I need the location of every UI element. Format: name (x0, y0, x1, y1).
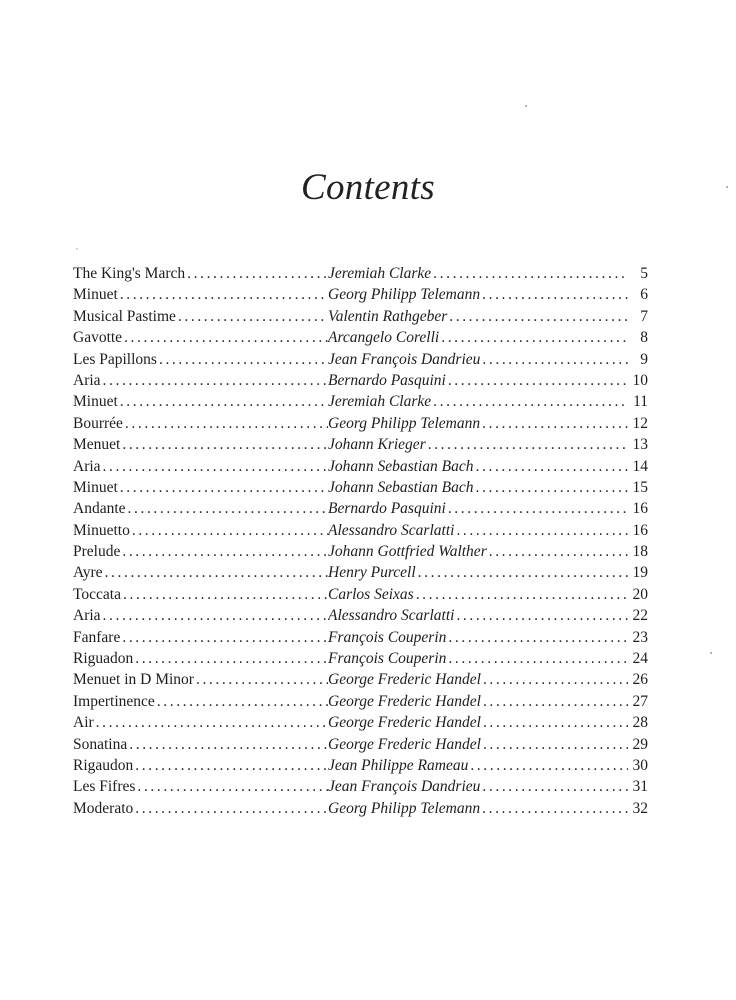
entry-composer-cell (328, 541, 628, 562)
entry-composer: George Frederic Handel (328, 691, 483, 712)
entry-composer: Alessandro Scarlatti (328, 520, 456, 541)
entry-composer-cell (328, 349, 628, 370)
entry-title-cell (73, 669, 328, 690)
entry-title: Minuetto (73, 520, 132, 541)
entry-title-cell (73, 520, 328, 541)
entry-page-number: 11 (633, 393, 648, 411)
dot-leader (428, 434, 628, 455)
entry-title-cell (73, 391, 328, 412)
dot-leader (433, 263, 628, 284)
entry-page-number: 28 (632, 714, 648, 732)
entry-composer-cell (328, 306, 628, 327)
entry-composer: Valentin Rathgeber (328, 306, 449, 327)
entry-composer-cell (328, 327, 628, 348)
entry-title: Andante (73, 498, 128, 519)
dot-leader (137, 776, 328, 797)
entry-title: Riguadon (73, 648, 135, 669)
entry-composer: George Frederic Handel (328, 712, 483, 733)
toc-entry[interactable] (73, 477, 648, 498)
entry-title-cell (73, 327, 328, 348)
entry-composer-cell (328, 498, 628, 519)
dot-leader (123, 584, 328, 605)
entry-title: Minuet (73, 477, 120, 498)
entry-composer: Johann Sebastian Bach (328, 456, 476, 477)
scan-speck (525, 105, 527, 107)
toc-entry[interactable] (73, 391, 648, 412)
entry-title-cell (73, 456, 328, 477)
entry-page-number: 16 (632, 521, 648, 539)
dot-leader (103, 456, 328, 477)
dot-leader (157, 691, 328, 712)
entry-page-number: 10 (632, 371, 648, 389)
entry-title: Prelude (73, 541, 122, 562)
entry-title-cell (73, 584, 328, 605)
dot-leader (178, 306, 328, 327)
dot-leader (135, 648, 328, 669)
entry-title-cell (73, 627, 328, 648)
entry-title: Musical Pastime (73, 306, 178, 327)
scan-speck (710, 652, 712, 654)
entry-title-cell (73, 734, 328, 755)
entry-page-number: 24 (632, 650, 648, 668)
dot-leader (135, 798, 328, 819)
dot-leader (129, 734, 328, 755)
toc-entry[interactable] (73, 798, 648, 819)
entry-composer: Georg Philipp Telemann (328, 284, 482, 305)
entry-composer: Bernardo Pasquini (328, 370, 448, 391)
dot-leader (187, 263, 328, 284)
entry-composer-cell (328, 627, 628, 648)
entry-page-number: 5 (640, 265, 648, 282)
entry-composer-cell (328, 413, 628, 434)
entry-composer: François Couperin (328, 648, 448, 669)
scan-speck (76, 248, 78, 250)
toc-entry[interactable] (73, 584, 648, 605)
entry-title-cell (73, 306, 328, 327)
dot-leader (482, 776, 628, 797)
entry-composer-cell (328, 712, 628, 733)
entry-composer-cell (328, 477, 628, 498)
toc-entry[interactable] (73, 541, 648, 562)
toc-entry[interactable] (73, 562, 648, 583)
dot-leader (122, 434, 328, 455)
scan-speck (726, 186, 728, 188)
toc-entry[interactable] (73, 456, 648, 477)
dot-leader (448, 498, 628, 519)
entry-page-number: 20 (632, 585, 648, 603)
entry-title: Rigaudon (73, 755, 135, 776)
entry-composer-cell (328, 798, 628, 819)
entry-composer: Georg Philipp Telemann (328, 798, 482, 819)
dot-leader (482, 798, 628, 819)
entry-title: Toccata (73, 584, 123, 605)
entry-composer-cell (328, 691, 628, 712)
toc-entry[interactable] (73, 669, 648, 690)
dot-leader (448, 370, 628, 391)
entry-page-number: 19 (632, 564, 648, 582)
entry-title-cell (73, 562, 328, 583)
table-of-contents (73, 263, 648, 819)
entry-page-number: 9 (640, 350, 648, 368)
entry-composer-cell (328, 263, 628, 284)
entry-title: Sonatina (73, 734, 129, 755)
entry-title: Les Papillons (73, 349, 159, 370)
entry-page-number: 13 (632, 436, 648, 454)
entry-page-number: 31 (632, 778, 648, 796)
dot-leader (456, 605, 628, 626)
entry-title: Aria (73, 456, 103, 477)
entry-title: Aria (73, 370, 103, 391)
entry-composer: Alessandro Scarlatti (328, 605, 456, 626)
dot-leader (476, 456, 628, 477)
entry-composer: François Couperin (328, 627, 448, 648)
dot-leader (449, 306, 628, 327)
dot-leader (456, 520, 628, 541)
dot-leader (483, 734, 628, 755)
dot-leader (482, 413, 628, 434)
toc-entry[interactable] (73, 605, 648, 626)
entry-title-cell (73, 691, 328, 712)
entry-composer: Jeremiah Clarke (328, 263, 433, 284)
entry-page-number: 29 (632, 735, 648, 753)
entry-title: Minuet (73, 391, 120, 412)
page-title: Contents (301, 167, 435, 208)
toc-entry[interactable] (73, 712, 648, 733)
toc-entry[interactable] (73, 755, 648, 776)
entry-title-cell (73, 541, 328, 562)
entry-composer-cell (328, 648, 628, 669)
entry-page-number: 12 (632, 414, 648, 432)
entry-title-cell (73, 498, 328, 519)
entry-title-cell (73, 413, 328, 434)
entry-composer-cell (328, 755, 628, 776)
entry-composer: Carlos Seixas (328, 584, 416, 605)
dot-leader (470, 755, 628, 776)
toc-entry[interactable] (73, 434, 648, 455)
entry-page-number: 27 (632, 692, 648, 710)
entry-title: Les Fifres (73, 776, 137, 797)
entry-page-number: 32 (632, 799, 648, 817)
toc-entry[interactable] (73, 263, 648, 284)
dot-leader (103, 370, 328, 391)
entry-composer-cell (328, 456, 628, 477)
entry-page-number: 18 (632, 543, 648, 561)
entry-composer-cell (328, 776, 628, 797)
dot-leader (433, 391, 628, 412)
entry-composer: Johann Sebastian Bach (328, 477, 476, 498)
toc-entry[interactable] (73, 370, 648, 391)
entry-title-cell (73, 798, 328, 819)
entry-composer: Johann Gottfried Walther (328, 541, 489, 562)
dot-leader (96, 712, 328, 733)
toc-entry[interactable] (73, 776, 648, 797)
dot-leader (483, 712, 628, 733)
entry-composer: Jean François Dandrieu (328, 349, 482, 370)
entry-page-number: 14 (632, 457, 648, 475)
dot-leader (196, 669, 328, 690)
entry-composer: George Frederic Handel (328, 669, 483, 690)
entry-composer-cell (328, 370, 628, 391)
entry-title: Menuet in D Minor (73, 669, 196, 690)
dot-leader (122, 627, 328, 648)
entry-composer: Arcangelo Corelli (328, 327, 441, 348)
entry-composer: Georg Philipp Telemann (328, 413, 482, 434)
entry-composer-cell (328, 434, 628, 455)
entry-page-number: 6 (640, 286, 648, 304)
entry-composer-cell (328, 391, 628, 412)
entry-title: Ayre (73, 562, 105, 583)
entry-composer-cell (328, 669, 628, 690)
entry-composer-cell (328, 562, 628, 583)
dot-leader (124, 327, 328, 348)
dot-leader (483, 691, 628, 712)
toc-entry[interactable] (73, 306, 648, 327)
entry-title: The King's March (73, 263, 187, 284)
entry-title: Fanfare (73, 627, 122, 648)
entry-page-number: 7 (640, 307, 648, 325)
dot-leader (132, 520, 328, 541)
dot-leader (489, 541, 628, 562)
dot-leader (128, 498, 328, 519)
dot-leader (120, 477, 328, 498)
toc-entry[interactable] (73, 284, 648, 305)
dot-leader (418, 562, 628, 583)
entry-title-cell (73, 263, 328, 284)
toc-entry[interactable] (73, 349, 648, 370)
entry-composer-cell (328, 734, 628, 755)
dot-leader (125, 413, 328, 434)
toc-entry[interactable] (73, 734, 648, 755)
dot-leader (448, 627, 628, 648)
entry-composer: Bernardo Pasquini (328, 498, 448, 519)
entry-page-number: 26 (632, 671, 648, 689)
entry-title-cell (73, 434, 328, 455)
entry-title: Impertinence (73, 691, 157, 712)
entry-title-cell (73, 284, 328, 305)
toc-entry[interactable] (73, 327, 648, 348)
entry-title: Aria (73, 605, 103, 626)
toc-entry[interactable] (73, 648, 648, 669)
dot-leader (105, 562, 328, 583)
entry-composer-cell (328, 584, 628, 605)
entry-composer: George Frederic Handel (328, 734, 483, 755)
dot-leader (120, 391, 328, 412)
dot-leader (135, 755, 328, 776)
toc-entry[interactable] (73, 520, 648, 541)
entry-page-number: 22 (632, 607, 648, 625)
entry-title-cell (73, 712, 328, 733)
dot-leader (441, 327, 628, 348)
entry-page-number: 15 (632, 478, 648, 496)
dot-leader (476, 477, 628, 498)
dot-leader (416, 584, 628, 605)
entry-title-cell (73, 370, 328, 391)
dot-leader (103, 605, 328, 626)
dot-leader (448, 648, 628, 669)
toc-entry[interactable] (73, 691, 648, 712)
entry-title-cell (73, 349, 328, 370)
entry-composer: Johann Krieger (328, 434, 428, 455)
toc-entry[interactable] (73, 627, 648, 648)
entry-title: Menuet (73, 434, 122, 455)
entry-title: Moderato (73, 798, 135, 819)
entry-title-cell (73, 605, 328, 626)
entry-composer: Henry Purcell (328, 562, 418, 583)
toc-entry[interactable] (73, 498, 648, 519)
dot-leader (122, 541, 328, 562)
entry-title: Air (73, 712, 96, 733)
entry-page-number: 23 (632, 628, 648, 646)
entry-title-cell (73, 648, 328, 669)
entry-composer: Jean Philippe Rameau (328, 755, 470, 776)
entry-composer: Jean François Dandrieu (328, 776, 482, 797)
entry-title: Minuet (73, 284, 120, 305)
dot-leader (159, 349, 328, 370)
entry-title-cell (73, 776, 328, 797)
dot-leader (120, 284, 328, 305)
entry-composer: Jeremiah Clarke (328, 391, 433, 412)
entry-composer-cell (328, 520, 628, 541)
entry-composer-cell (328, 284, 628, 305)
entry-title: Bourrée (73, 413, 125, 434)
entry-page-number: 16 (632, 500, 648, 518)
entry-title: Gavotte (73, 327, 124, 348)
entry-title-cell (73, 477, 328, 498)
entry-page-number: 30 (632, 756, 648, 774)
toc-entry[interactable] (73, 413, 648, 434)
entry-composer-cell (328, 605, 628, 626)
dot-leader (483, 669, 628, 690)
entry-title-cell (73, 755, 328, 776)
dot-leader (482, 349, 628, 370)
dot-leader (482, 284, 628, 305)
entry-page-number: 8 (640, 329, 648, 347)
